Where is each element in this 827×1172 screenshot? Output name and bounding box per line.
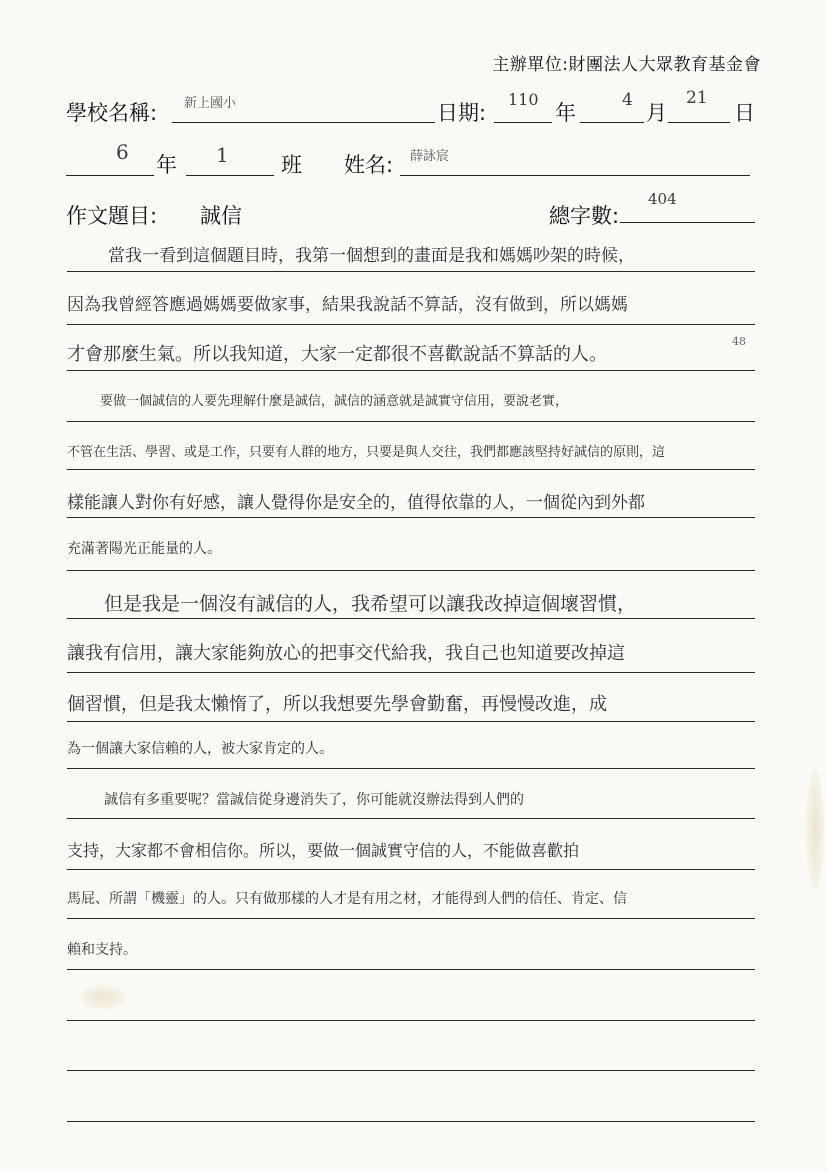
essay-line: 個習慣，但是我太懶惰了，所以我想要先學會勤奮，再慢慢改進，成 [67,694,607,715]
ruled-line [67,618,755,619]
ruled-line [67,869,755,870]
ruled-line [67,721,755,722]
ruled-line [67,324,755,325]
day-value: 21 [686,88,708,108]
year-unit: 年 [555,101,576,125]
essay-line: 因為我曾經答應過媽媽要做家事，結果我說話不算話，沒有做到，所以媽媽 [67,295,628,315]
school-name-line [172,122,435,123]
ruled-line [67,570,755,571]
year-line [494,122,552,123]
class-value: 1 [216,143,229,167]
student-name-label: 姓名: [344,153,394,177]
ruled-line [67,469,755,470]
ruled-line [67,271,755,272]
month-unit: 月 [646,101,667,125]
ruled-line [67,1020,755,1021]
student-name-value: 薛詠宸 [410,149,450,164]
margin-note [732,336,746,347]
ruled-line [67,517,755,518]
ruled-line [67,768,755,769]
essay-line: 讓我有信用，讓大家能夠放心的把事交代給我，我自己也知道要改掉這 [67,643,625,664]
class-line [186,175,274,176]
paper-stain [806,770,824,890]
essay-title-label: 作文題目: [66,204,158,228]
essay-line: 才會那麼生氣。所以我知道，大家一定都很不喜歡說話不算話的人。 [67,344,607,365]
essay-line: 樣能讓人對你有好感，讓人覺得你是安全的，值得依靠的人，一個從內到外都 [67,493,645,513]
month-line [580,122,644,123]
essay-line: 充滿著陽光正能量的人。 [67,541,221,557]
day-line [668,122,730,123]
essay-line: 誠信有多重要呢？當誠信從身邊消失了，你可能就沒辦法得到人們的 [104,792,524,808]
month-value: 4 [622,90,633,110]
ruled-line [67,370,755,371]
essay-line: 馬屁、所謂「機靈」的人。只有做那樣的人才是有用之材，才能得到人們的信任、肯定、信 [67,891,627,907]
word-count-line [620,222,755,223]
essay-line: 當我一看到這個題目時，我第一個想到的畫面是我和媽媽吵架的時候， [108,246,635,266]
paper-stain [80,985,126,1009]
essay-line: 但是我是一個沒有誠信的人，我希望可以讓我改掉這個壞習慣， [104,593,637,615]
day-unit: 日 [734,101,755,125]
essay-line: 為一個讓大家信賴的人，被大家肯定的人。 [67,741,333,757]
ruled-line [67,421,755,422]
year-value: 110 [508,90,539,109]
grade-unit: 年 [156,153,177,177]
class-unit: 班 [281,153,302,177]
grade-line [66,175,154,176]
essay-title-value: 誠信 [200,204,242,228]
ruled-line [67,818,755,819]
grade-value: 6 [116,140,129,164]
essay-line: 支持，大家都不會相信你。所以，要做一個誠實守信的人，不能做喜歡拍 [67,841,580,860]
ruled-line [67,672,755,673]
ruled-line [67,1121,755,1122]
essay-line: 賴和支持。 [67,942,137,958]
school-name-value: 新上國小 [184,96,237,111]
ruled-line [67,969,755,970]
margin-note-text: 48 [732,335,746,348]
word-count-label: 總字數: [549,204,620,228]
essay-line: 要做一個誠信的人要先理解什麼是誠信，誠信的涵意就是誠實守信用，要說老實， [100,394,569,409]
sponsor-label: 主辦單位:財團法人大眾教育基金會 [492,55,761,75]
school-name-label: 學校名稱: [66,101,158,125]
word-count-value: 404 [648,190,677,208]
ruled-line [67,1070,755,1071]
date-label: 日期: [437,101,487,125]
student-name-line [400,175,750,176]
essay-line: 不管在生活、學習、或是工作，只要有人群的地方，只要是與人交往，我們都應該堅持好誠信的原則，這 [67,445,666,460]
ruled-line [67,918,755,919]
